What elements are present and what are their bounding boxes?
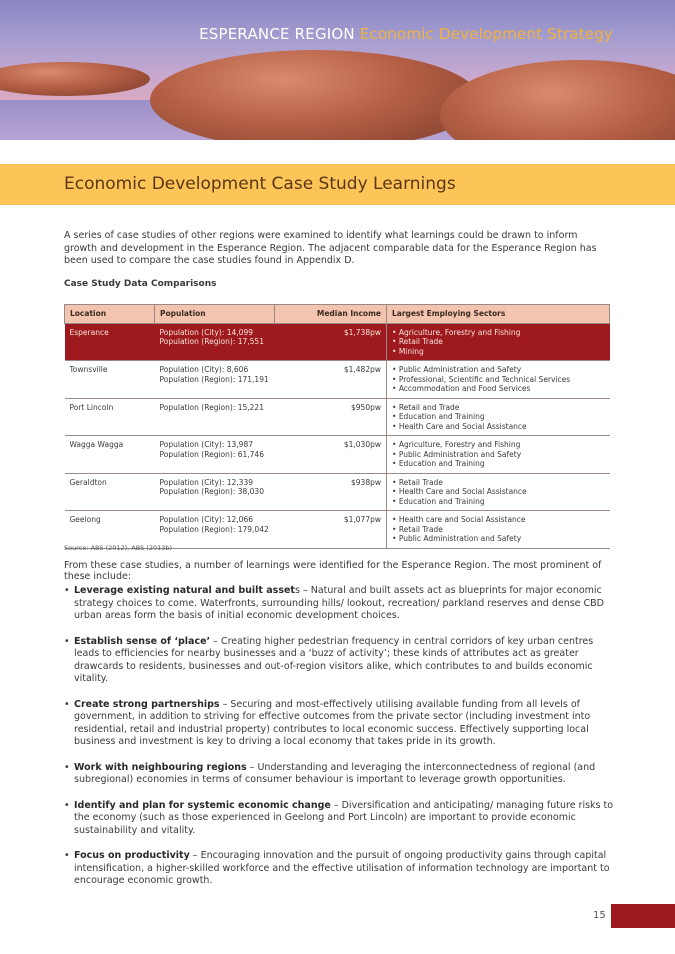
table-header-row	[65, 305, 610, 324]
population-cell	[155, 323, 275, 361]
column-header-population: Population	[155, 305, 275, 324]
income-cell: $1,738pw	[275, 323, 387, 361]
learning-text: – Understanding and leveraging the interconnectedness of regional (and subregional) economies in terms of consumer behaviour is important to leverage growth opportunities.	[74, 761, 596, 785]
sector-item: • Health Care and Social Assistance	[392, 487, 605, 497]
learning-item	[64, 850, 614, 888]
table-caption: Case Study Data Comparisons	[64, 279, 217, 289]
location-cell: Geelong	[65, 511, 155, 549]
learning-text: – Creating higher pedestrian frequency in central corridors of key urban centres leads to efficiencies for nearby businesses and a ‘buzz of activity’; these kinds of attributes act as greater drawcards to residents, businesses and out-of-region visitors alike, which contributes to and builds economic vitality.	[74, 635, 594, 684]
table-row	[65, 511, 610, 549]
section-title-band	[0, 164, 675, 205]
bullet-icon: •	[64, 635, 70, 647]
income-cell: $950pw	[275, 398, 387, 436]
learning-item	[64, 699, 614, 749]
sector-item: • Mining	[392, 347, 605, 357]
table-row	[65, 436, 610, 474]
population-line: Population (City): 14,099	[159, 327, 253, 337]
population-cell	[155, 436, 275, 474]
population-line: Population (Region): 38,030	[159, 487, 264, 496]
sector-item: • Education and Training	[392, 412, 605, 422]
sectors-cell	[387, 398, 610, 436]
sector-item: • Agriculture, Forestry and Fishing	[392, 440, 605, 450]
section-title: Economic Development Case Study Learnings	[64, 174, 456, 194]
bullet-icon: •	[64, 585, 70, 596]
learning-heading: Work with neighbouring regions	[74, 761, 247, 773]
population-line: Population (City): 8,606	[159, 365, 249, 374]
column-header-income: Median Income	[275, 305, 387, 324]
learning-item	[64, 762, 614, 787]
learning-heading: Identify and plan for systemic economic change	[74, 799, 331, 811]
location-cell: Geraldton	[65, 473, 155, 511]
bullet-icon: •	[64, 850, 70, 861]
banner-rock-right	[440, 60, 675, 140]
table-row	[65, 323, 610, 361]
sector-item: • Public Administration and Safety	[392, 365, 605, 375]
learnings-lead-paragraph: From these case studies, a number of learnings were identified for the Esperance Region. The most prominent of these include:	[64, 560, 602, 582]
learning-text: – Natural and built assets act as blueprints for major economic strategy choices to come. Waterfronts, surrounding hills/ lookout, recreation/ parkland reserves and dense CBD urban areas form the basis of initial economic development choices.	[74, 585, 604, 621]
banner-rock-center	[150, 50, 480, 140]
population-line: Population (City): 12,339	[159, 477, 253, 487]
column-header-location: Location	[65, 305, 155, 324]
population-line: Population (Region): 17,551	[159, 337, 264, 346]
sector-item: • Retail Trade	[392, 337, 605, 347]
location-cell: Townsville	[65, 361, 155, 399]
learning-item	[64, 800, 614, 838]
population-cell	[155, 511, 275, 549]
bullet-icon: •	[64, 799, 70, 811]
sector-item: • Education and Training	[392, 497, 605, 507]
population-line: Population (Region): 179,042	[159, 524, 269, 534]
income-cell: $938pw	[275, 473, 387, 511]
table-row	[65, 361, 610, 399]
sector-item: • Public Administration and Safety	[392, 534, 605, 544]
bullet-icon: •	[64, 698, 70, 710]
table-row	[65, 398, 610, 436]
document-title-region: ESPERANCE REGION	[199, 25, 355, 43]
population-cell	[155, 398, 275, 436]
bullet-icon: •	[64, 761, 70, 773]
learning-text: – Securing and most-effectively utilising available funding from all levels of government, in addition to striving for effective outcomes from the private sector (including investment into residential, retail and industrial property) contributes to local economic success. Effectively supporting local business and investment is key to driving a local economy that takes pride in its growth.	[74, 698, 591, 747]
sectors-cell	[387, 361, 610, 399]
header-banner-image	[0, 0, 675, 140]
population-line: Population (City): 12,066	[159, 515, 253, 524]
population-line: Population (Region): 61,746	[159, 449, 264, 459]
learning-text: – Diversification and anticipating/ managing future risks to the economy (such as those experienced in Geelong and Port Lincoln) are important to provide economic sustainability and vitality.	[74, 799, 614, 836]
banner-rock-left	[0, 62, 150, 96]
learning-item	[64, 636, 614, 686]
sectors-cell	[387, 323, 610, 361]
income-cell: $1,030pw	[275, 436, 387, 474]
location-cell: Esperance	[65, 323, 155, 361]
sectors-cell	[387, 511, 610, 549]
sector-item: • Professional, Scientific and Technical Services	[392, 375, 605, 385]
learning-heading: Establish sense of ‘place’	[74, 635, 211, 647]
sectors-cell	[387, 473, 610, 511]
sectors-cell	[387, 436, 610, 474]
page-number: 15	[593, 910, 606, 921]
income-cell: $1,077pw	[275, 511, 387, 549]
column-header-sectors: Largest Employing Sectors	[387, 305, 610, 324]
learning-heading: Leverage existing natural and built asset	[74, 585, 295, 596]
population-line: Population (Region): 15,221	[159, 402, 264, 412]
sector-item: • Education and Training	[392, 459, 605, 469]
sector-item: • Agriculture, Forestry and Fishing	[392, 328, 605, 338]
income-cell: $1,482pw	[275, 361, 387, 399]
sector-item: • Health care and Social Assistance	[392, 515, 605, 525]
document-title-strategy: Economic Development Strategy	[359, 25, 613, 43]
learning-heading: Create strong partnerships	[74, 698, 220, 710]
learning-heading-tail: s	[294, 585, 300, 596]
learnings-list	[64, 585, 614, 888]
intro-paragraph: A series of case studies of other regions were examined to identify what learnings could be drawn to inform growth and development in the Esperance Region. The adjacent comparable data for the Esperance Region has been used to compare the case studies found in Appendix D.	[64, 230, 597, 266]
location-cell: Wagga Wagga	[65, 436, 155, 474]
population-line: Population (Region): 171,191	[159, 374, 269, 384]
sector-item: • Retail and Trade	[392, 403, 605, 413]
sector-item: • Public Administration and Safety	[392, 450, 605, 460]
sector-item: • Retail Trade	[392, 478, 605, 488]
learning-heading: Focus on productivity	[74, 850, 190, 861]
table-source-note: Source: ABS (2012), ABS (2013b)	[64, 544, 173, 552]
learning-item	[64, 585, 614, 623]
case-study-table	[64, 304, 610, 549]
sector-item: • Retail Trade	[392, 525, 605, 535]
document-title	[199, 25, 613, 43]
table-row	[65, 473, 610, 511]
population-line: Population (City): 13,987	[159, 440, 253, 449]
sector-item: • Accommodation and Food Services	[392, 384, 605, 394]
population-cell	[155, 361, 275, 399]
sector-item: • Health Care and Social Assistance	[392, 422, 605, 432]
learning-text: – Encouraging innovation and the pursuit of ongoing productivity gains through capital intensification, a higher-skilled workforce and the effective utilisation of information technology are important to encourage economic growth.	[74, 850, 610, 886]
page-number-tab	[611, 904, 675, 928]
location-cell: Port Lincoln	[65, 398, 155, 436]
population-cell	[155, 473, 275, 511]
